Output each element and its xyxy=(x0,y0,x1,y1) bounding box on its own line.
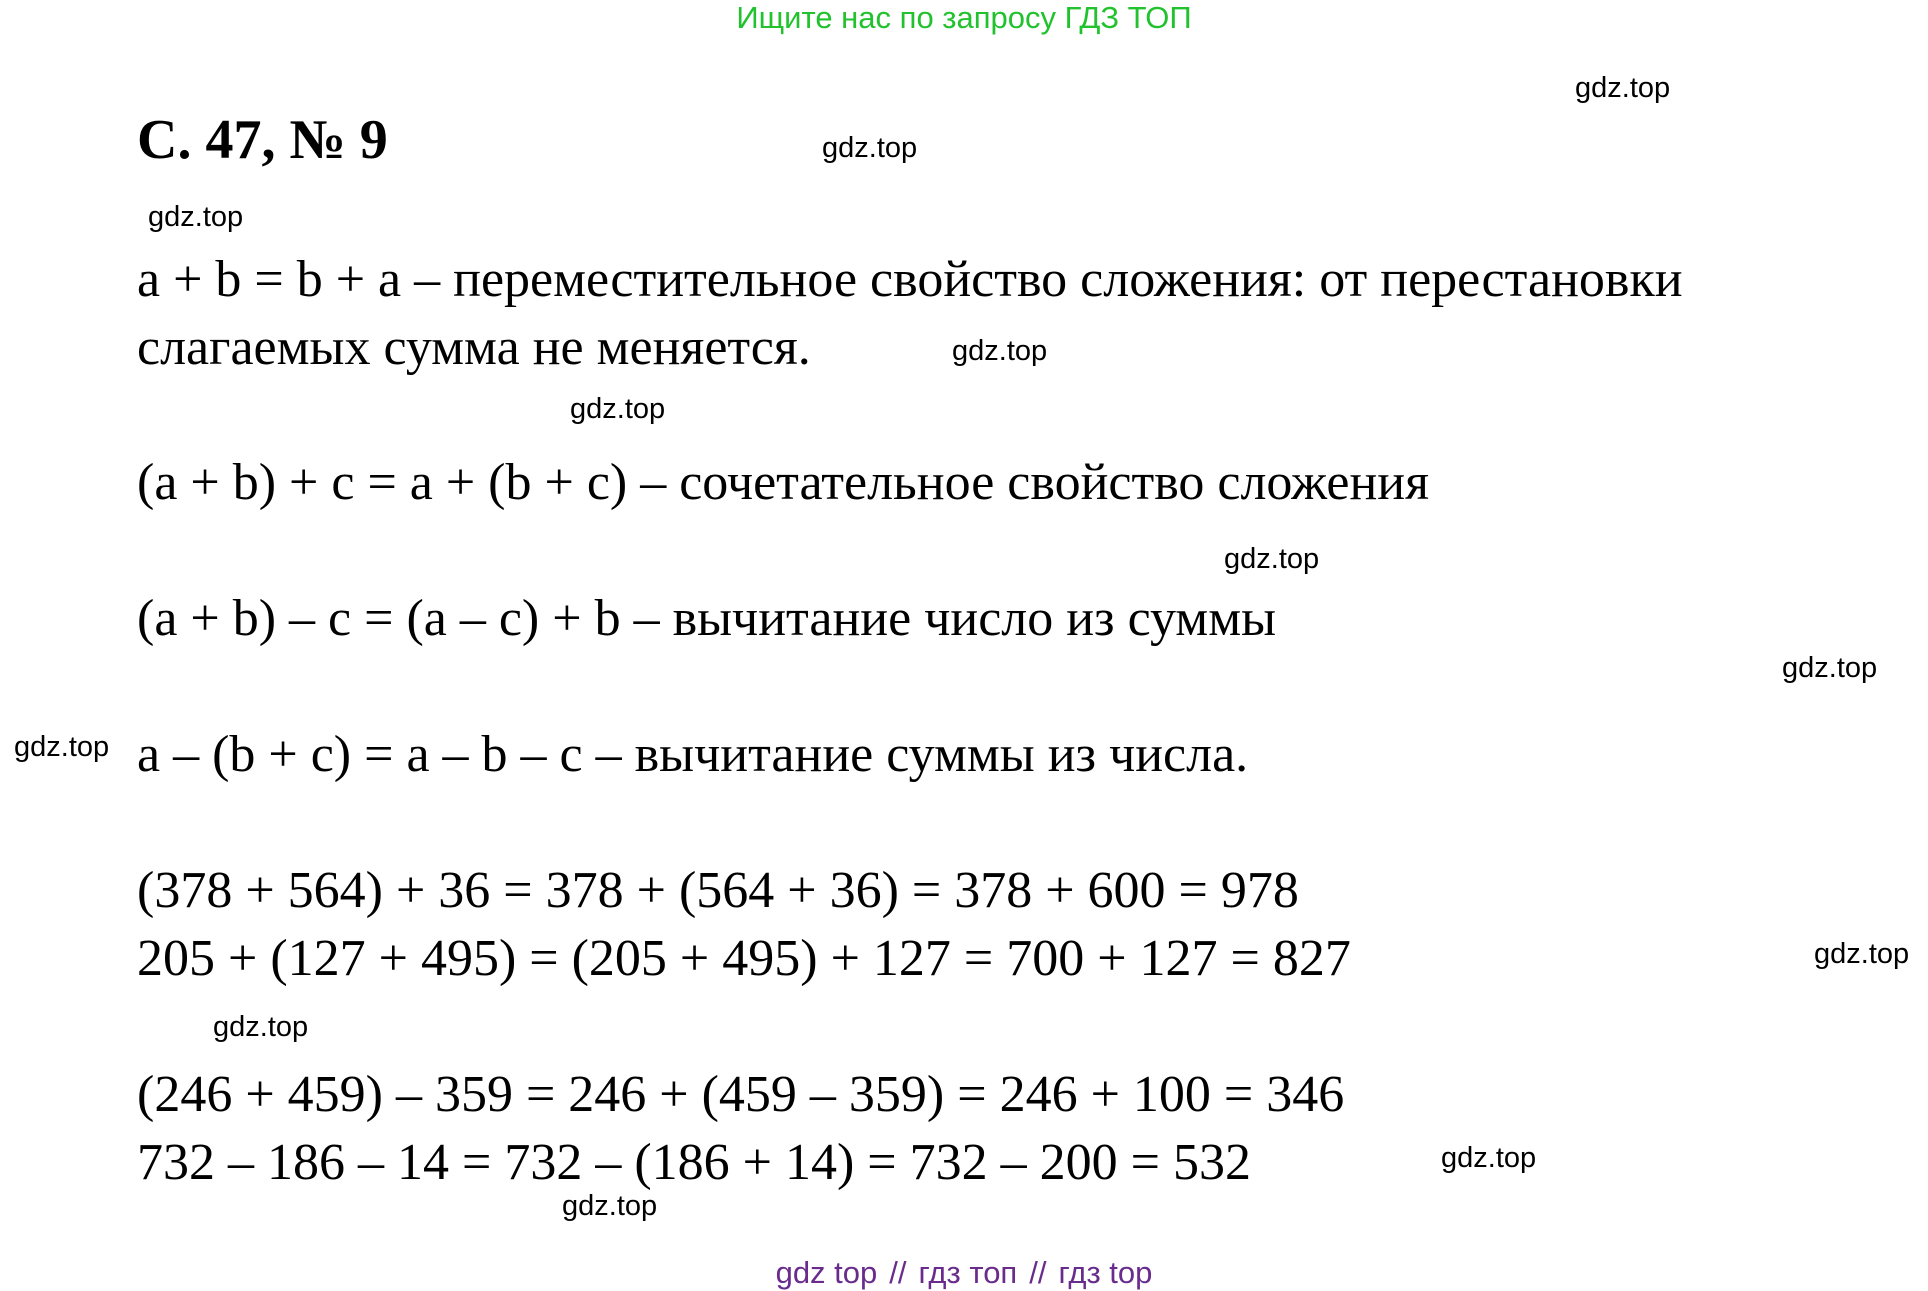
watermark: gdz.top xyxy=(148,201,244,233)
watermark: gdz.top xyxy=(1814,938,1910,970)
text-line: (a + b) – c = (a – c) + b – вычитание число из суммы xyxy=(137,590,1277,647)
example-line: (246 + 459) – 359 = 246 + (459 – 359) = 246 + 100 = 346 xyxy=(137,1066,1345,1123)
footer-separator: // xyxy=(889,1255,907,1290)
watermark: gdz.top xyxy=(562,1190,658,1222)
watermark: gdz.top xyxy=(1224,543,1320,575)
watermark: gdz.top xyxy=(14,731,110,763)
footer xyxy=(0,1255,1928,1291)
text-line: a + b = b + a – переместительное свойство сложения: от перестановки xyxy=(137,251,1683,308)
text-line: a – (b + c) = a – b – c – вычитание суммы из числа. xyxy=(137,726,1249,783)
watermark: gdz.top xyxy=(213,1011,309,1043)
watermark: gdz.top xyxy=(570,393,666,425)
text-line: (a + b) + c = a + (b + c) – сочетательное свойство сложения xyxy=(137,454,1430,511)
footer-label-3: гдз top xyxy=(1058,1255,1153,1290)
footer-separator: // xyxy=(1029,1255,1047,1290)
example-line: 732 – 186 – 14 = 732 – (186 + 14) = 732 – 200 = 532 xyxy=(137,1134,1251,1191)
watermark: gdz.top xyxy=(952,335,1048,367)
footer-label-1: gdz top xyxy=(775,1255,878,1290)
watermark: gdz.top xyxy=(822,132,918,164)
example-line: 205 + (127 + 495) = (205 + 495) + 127 = 700 + 127 = 827 xyxy=(137,930,1351,987)
exercise-title: С. 47, № 9 xyxy=(137,109,388,171)
watermark: gdz.top xyxy=(1441,1142,1537,1174)
watermark: gdz.top xyxy=(1782,652,1878,684)
example-line: (378 + 564) + 36 = 378 + (564 + 36) = 378 + 600 = 978 xyxy=(137,862,1299,919)
promo-banner: Ищите нас по запросу ГДЗ ТОП xyxy=(736,0,1192,35)
text-line: слагаемых сумма не меняется. xyxy=(137,319,811,376)
footer-label-2: гдз топ xyxy=(918,1255,1018,1290)
watermark: gdz.top xyxy=(1575,72,1671,104)
